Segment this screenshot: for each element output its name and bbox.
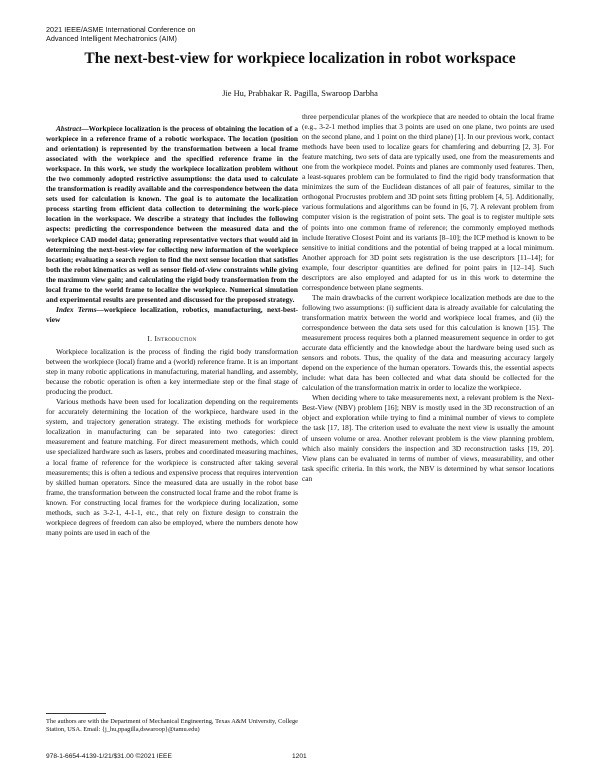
right-column (302, 112, 554, 484)
left-column (46, 124, 298, 538)
body-paragraph: three perpendicular planes of the workpiece that are needed to obtain the local frame (e.g., 3-2-1 method implies that 3 points are used on one plane, two points are used on the second plane, and 1 point on the third plane) [1]. In our previous work, contact methods have been used to localize gears for chamfering and deburring [2, 3]. For feature matching, two sets of data are typically used, one from the measurements and one from the workpiece model. Points and planes are commonly used features. Then, a least-squares problem can be formulated to find the rigid body transformation that minimizes the sum of the Euclidean distances of all pair of features, similar to the orthogonal Procrustes problem and 3D point sets fitting problem [4, 5]. Additionally, various formulations and algorithms can be found in [6, 7]. A relevant problem from computer vision is the registration of point sets. The goal is to register multiple sets of points into one common frame of reference; the commonly employed methods include Iterative Closest Point and its variants [8–10]; the ICP method is known to be sensitive to initial conditions and the potential of being trapped at a local minimum. Another approach for 3D point sets registration is the use descriptors [11–14]; for example, four descriptor quantities are defined for point pairs in [12–14]. Such descriptors are also employed and adapted for us in this work to determine the correspondence between plane segments. (302, 112, 554, 292)
section-numeral: I. (147, 333, 153, 343)
section-heading (46, 334, 298, 344)
conference-line-1: 2021 IEEE/ASME International Conference on (46, 25, 196, 34)
author-list: Jie Hu, Prabhakar R. Pagilla, Swaroop Darbha (222, 89, 378, 98)
conference-header (46, 25, 196, 43)
author-affiliation-footnote: The authors are with the Department of Mechanical Engineering, Texas A&M University, College Station, USA. Email: {j_hu,ppagilla,dswaroop}@tamu.edu) (46, 718, 298, 734)
paper-title: The next-best-view for workpiece localization in robot workspace (84, 50, 516, 67)
footnote-divider (46, 713, 106, 714)
index-terms (46, 305, 298, 325)
index-terms-label: Index Terms (56, 304, 97, 314)
body-paragraph: Workpiece localization is the process of finding the rigid body transformation between the workpiece (local) frame and a (world) reference frame. It is an important step in many robotic applications in manufacturing, material handling, and assembly, because the robotic operation is often a key intermediate step or the final stage of producing the product. (46, 346, 298, 397)
conference-line-2: Advanced Intelligent Mechatronics (AIM) (46, 34, 177, 43)
abstract-label: Abstract (56, 124, 82, 133)
abstract (46, 124, 298, 305)
body-paragraph: When deciding where to take measurements next, a relevant problem is the Next-Best-View (NBV) problem [16]; NBV is mostly used in the 3D reconstruction of an object and exploration while trying to find a minimal number of views to complete the task [17, 18]. The criterion used to evaluate the next view is usually the amount of unseen volume or area. Another relevant problem is the view planning problem, which also mainly considers the inspection and 3D reconstruction tasks [19, 20]. View plans can be evaluated in terms of number of views, measurability, and other task specific criteria. In this work, the NBV is determined by what sensor locations can (302, 393, 554, 483)
page-number: 1201 (292, 753, 307, 760)
body-paragraph: Various methods have been used for localization depending on the requirements for accurately determining the location of the workpiece, hardware used in the system, and trajectory generation strategy. The existing methods for workpiece localization in manufacturing can be separated into two categories: direct measurement and feature matching. For direct measurement methods, which could use specialized hardware such as lasers, probes and coordinated measuring machines, a local frame of reference for the workpiece is constructed after taking several measurements; this is often a tedious and expensive process that requires intervention by skilled human operators. Since the measured data are usually in the robot base frame, the transformation between the constructed local frame and the robot frame is known. For constructing local frames for the workpiece during localization, some methods, such as 3-2-1, 4-1-1, etc., that rely on fixture design to constrain the workpiece degrees of freedom can also be employed, where the numbers denote how many points are used in each of the (46, 397, 298, 537)
abstract-text: —Workpiece localization is the process of obtaining the location of a workpiece in a reference frame of a robotic workspace. The location (position and orientation) is represented by the transformation between a local frame associated with the workpiece and the specified reference frame in the workspace. In this work, we study the workpiece localization problem without the two commonly adopted restrictive assumptions: the data used to calculate the transformation is readily available and the correspondence between the data sets used for calculation is known. The goal is to automate the localization process starting from efficient data collection to determining the work-piece location in the workspace. We describe a strategy that includes the following aspects: predicting the correspondence between the measured data and the workpiece CAD model data; generating representative vectors that would aid in determining the next-best-view for collecting new information of the workpiece location; evaluating a search region to find the next sensor location that satisfies both the robot kinematics as well as sensor field-of-view constraints while giving the maximum view gain; and calculating the rigid body transformation from the local frame to the world frame to localize the workpiece. Numerical simulation and experimental results are presented and discussed for the proposed strategy. (46, 124, 298, 304)
copyright-identifier: 978-1-6654-4139-1/21/$31.00 ©2021 IEEE (46, 753, 172, 760)
section-title: Introduction (154, 333, 197, 343)
body-paragraph: The main drawbacks of the current workpiece localization methods are due to the following two assumptions: (i) sufficient data is already available for calculating the transformation matrix between the world and workpiece local frames, and (ii) the correspondence between the data sets used for this calculation is known [15]. The measurement process requires both a planned measurement sequence in order to get accurate data efficiently and the knowledge about the hardware being used such as sensors and robots. Thus, the quality of the data and measuring accuracy largely depend on the experience of the human operators. Towards this, the essential aspects include: what data has been collected and what data should be collected for the calculation of the transformation matrix in order to localize the workpiece. (302, 292, 554, 393)
index-terms-text: —workpiece localization, robotics, manufacturing, next-best-view (46, 304, 298, 324)
